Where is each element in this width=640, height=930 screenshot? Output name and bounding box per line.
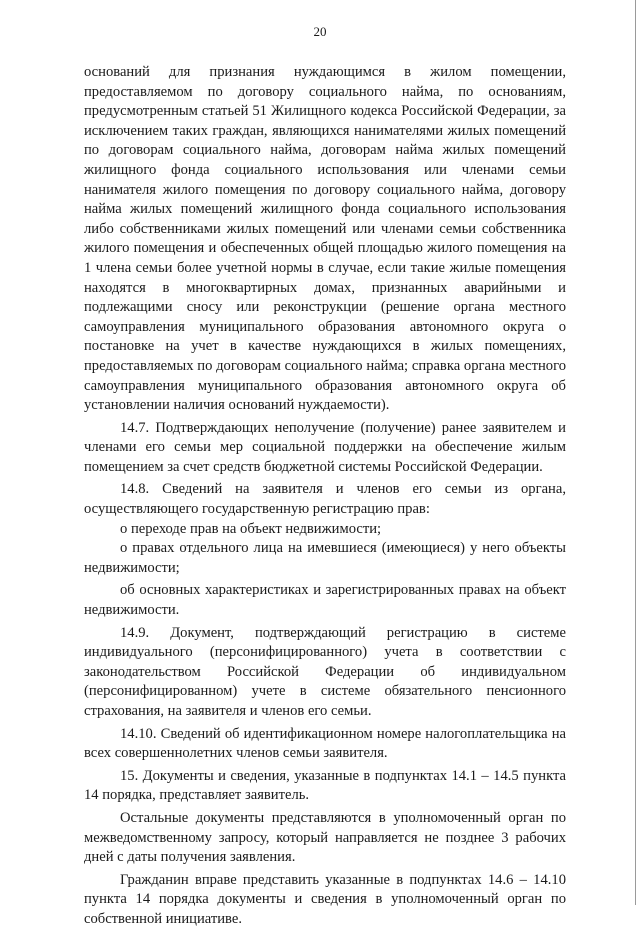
- paragraph-15: 15. Документы и сведения, указанные в подпунктах 14.1 – 14.5 пункта 14 порядка, представляет заявитель.: [84, 767, 566, 804]
- paragraph-14-8: 14.8. Сведений на заявителя и членов его семьи из органа, осуществляющего государственную регистрацию прав:: [84, 481, 566, 518]
- paragraph-14-9: 14.9. Документ, подтверждающий регистрацию в системе индивидуального (персонифицированного) учета в соответствии с законодательством Российской Федерации об индивидуальном (персонифицированном) учете в системе обязательного пенсионного страхования, на заявителя и членов его семьи.: [84, 624, 566, 719]
- page-edge-line: [635, 0, 636, 905]
- paragraph-14-7: 14.7. Подтверждающих неполучение (получение) ранее заявителем и членами его семьи мер социальной поддержки на обеспечение жилым помещением за счет средств бюджетной системы Российской Федерации.: [84, 419, 566, 475]
- paragraph-15-citizen-right: Гражданин вправе представить указанные в подпунктах 14.6 – 14.10 пункта 14 порядка документы и сведения в уполномоченный орган по собственной инициативе.: [84, 871, 566, 927]
- document-body: [84, 63, 566, 930]
- page-number: 20: [313, 24, 327, 39]
- paragraph-continuation: оснований для признания нуждающимся в жилом помещении, предоставляемом по договору социального найма, по основаниям, предусмотренным статьей 51 Жилищного кодекса Российской Федерации, за исключением таких граждан, являющихся нанимателями жилых помещений по договорам социального найма, договорам найма жилых помещений жилищного фонда социального использования или членами семьи нанимателя жилого помещения по договору социального найма, договору найма жилых помещений жилищного фонда социального использования либо собственниками жилых помещений или членами семьи собственника жилого помещения и обеспеченных общей площадью жилого помещения на 1 члена семьи более учетной нормы в случае, если такие жилые помещения находятся в многоквартирных домах, признанных аварийными и подлежащими сносу или реконструкции (решение органа местного самоуправления муниципального образования автономного округа о постановке на учет в качестве нуждающихся в жилых помещениях, предоставляемых по договорам социального найма; справка органа местного самоуправления муниципального образования автономного округа об установлении наличия оснований нуждаемости).: [84, 64, 566, 414]
- paragraph-14-8-item-transfer: о переходе прав на объект недвижимости;: [120, 520, 382, 537]
- paragraph-14-8-item-rights: о правах отдельного лица на имевшиеся (имеющиеся) у него объекты недвижимости;: [84, 540, 566, 576]
- paragraph-15-other-documents: Остальные документы представляются в уполномоченный орган по межведомственному запросу, который направляется не позднее 3 рабочих дней с даты получения заявления.: [84, 809, 566, 866]
- paragraph-14-8-item-characteristics: об основных характеристиках и зарегистрированных правах на объект недвижимости.: [84, 582, 566, 619]
- paragraph-14-10: 14.10. Сведений об идентификационном номере налогоплательщика на всех совершеннолетних членов семьи заявителя.: [84, 725, 566, 762]
